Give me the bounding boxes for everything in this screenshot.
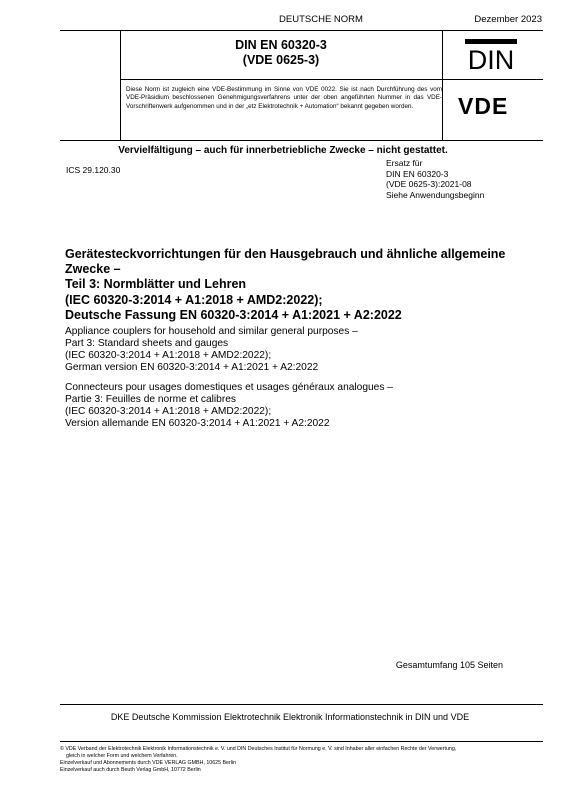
- replacement-line: (VDE 0625-3):2021-08: [386, 179, 472, 189]
- title-line: Partie 3: Feuilles de norme et calibres: [65, 394, 237, 405]
- document-type-label: DEUTSCHE NORM: [279, 14, 363, 25]
- vde-note: Diese Norm ist zugleich eine VDE-Bestimmung im Sinne von VDE 0022. Sie ist nach Durchführung des vom VDE-Präsidium beschlossenen Genehmigungsverfahrens unter der oben angeführten Nummer in das VDE-Vorschriftenwerk aufgenommen und in der „etz Elektrotechnik + Automation“ bekannt gegeben worden.: [126, 86, 442, 110]
- title-line: Zwecke –: [65, 262, 121, 277]
- title-line: (IEC 60320-3:2014 + A1:2018 + AMD2:2022);: [65, 350, 272, 361]
- title-line: Connecteurs pour usages domestiques et usages généraux analogues –: [65, 382, 393, 393]
- title-line: Part 3: Standard sheets and gauges: [65, 338, 229, 349]
- din-logo: [464, 38, 518, 79]
- footer-line: Einzelverkauf auch durch Beuth Verlag GmbH, 10772 Berlin: [60, 767, 201, 773]
- title-line: Teil 3: Normblätter und Lehren: [65, 277, 247, 292]
- publication-date: Dezember 2023: [474, 14, 542, 25]
- title-line: (IEC 60320-3:2014 + A1:2018 + AMD2:2022);: [65, 292, 323, 307]
- vde-number: (VDE 0625-3): [242, 53, 320, 67]
- title-line: Appliance couplers for household and similar general purposes –: [65, 326, 358, 337]
- vde-logo: VDE: [458, 93, 509, 119]
- replacement-info: [386, 158, 484, 200]
- box-middle-rule: [120, 79, 543, 80]
- total-pages: Gesamtumfang 105 Seiten: [395, 660, 503, 670]
- title-line: Gerätesteckvorrichtungen für den Hausgebrauch und ähnliche allgemeine: [65, 247, 506, 261]
- title-line: (IEC 60320-3:2014 + A1:2018 + AMD2:2022);: [65, 406, 272, 417]
- replacement-line: Ersatz für: [386, 158, 423, 168]
- ics-code: ICS 29.120.30: [66, 165, 121, 175]
- title-english: [65, 326, 515, 374]
- reproduction-notice: Vervielfältigung – auch für innerbetriebliche Zwecke – nicht gestattet.: [118, 145, 448, 156]
- standard-number-block: [120, 38, 442, 68]
- dke-top-rule: [60, 704, 543, 705]
- standard-number: DIN EN 60320-3: [235, 38, 327, 52]
- title-line: Deutsche Fassung EN 60320-3:2014 + A1:2021 + A2:2022: [65, 307, 402, 322]
- title-french: [65, 382, 515, 430]
- footer-line: Einzelverkauf und Abonnements durch VDE VERLAG GMBH, 10625 Berlin: [60, 760, 237, 766]
- footer-line: gleich in welcher Form und welchem Verfahren.: [66, 753, 178, 759]
- title-line: German version EN 60320-3:2014 + A1:2021 + A2:2022: [65, 362, 319, 373]
- din-logo-text: DIN: [467, 45, 515, 74]
- title-german: [65, 247, 515, 323]
- dke-bottom-rule: [60, 741, 543, 742]
- box-right-border: [442, 30, 443, 140]
- replacement-line: Siehe Anwendungsbeginn: [386, 189, 485, 200]
- copyright-footer: [60, 746, 560, 774]
- dke-commission: DKE Deutsche Kommission Elektrotechnik Elektronik Informationstechnik in DIN und VDE: [110, 712, 470, 722]
- box-bottom-rule: [60, 140, 543, 141]
- footer-line: © VDE Verband der Elektrotechnik Elektronik Informationstechnik e. V. und DIN Deutsches Institut für Normung e. V. sind Inhaber aller einfachen Rechte der Verwertung,: [60, 746, 457, 752]
- title-line: Version allemande EN 60320-3:2014 + A1:2021 + A2:2022: [65, 418, 330, 429]
- replacement-line: DIN EN 60320-3: [386, 168, 449, 179]
- top-rule: [60, 30, 543, 31]
